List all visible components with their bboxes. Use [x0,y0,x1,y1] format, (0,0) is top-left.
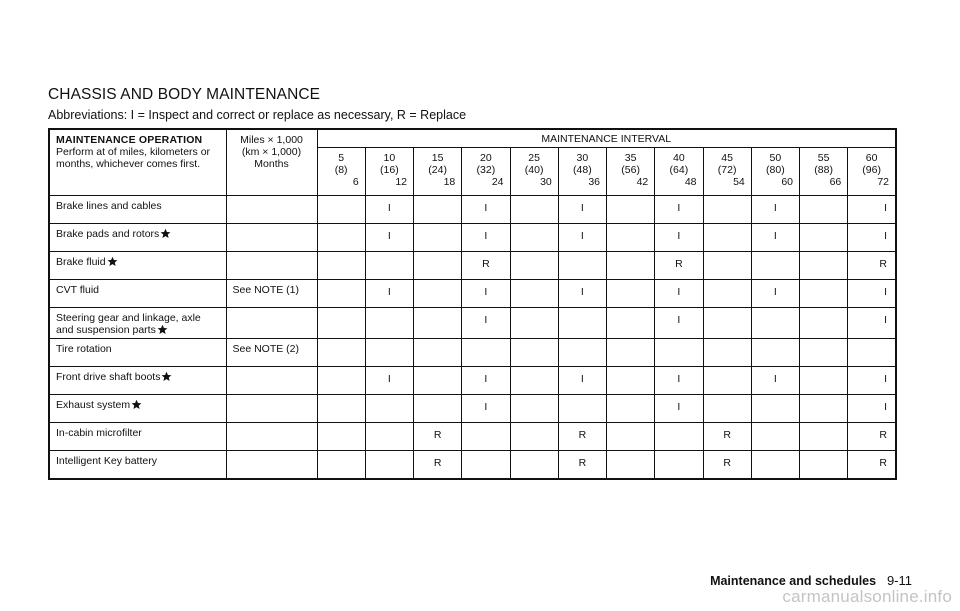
interval-miles: 50 [769,152,782,164]
interval-header: MAINTENANCE INTERVAL [317,129,896,148]
interval-cell [510,252,558,280]
interval-cell [751,252,799,280]
interval-cell: R [558,451,606,480]
page-number: 9-11 [886,573,912,588]
interval-column-header [848,148,896,196]
interval-miles: 15 [431,152,444,164]
star-icon [131,399,142,410]
interval-cell [414,196,462,224]
miles-header-line-2: (km × 1,000) [241,146,302,158]
interval-cell [655,423,703,451]
interval-miles: 45 [721,152,733,164]
interval-cell [510,339,558,367]
interval-cell [414,252,462,280]
interval-cell [703,280,751,308]
interval-cell [317,224,365,252]
footer-section: Maintenance and schedules [710,574,877,588]
interval-column-header [558,148,606,196]
interval-cell: R [848,423,896,451]
interval-cell [607,451,655,480]
interval-cell: I [655,196,703,224]
interval-cell [317,308,365,339]
interval-cell [414,367,462,395]
interval-column-header [317,148,365,196]
interval-cell: I [655,280,703,308]
interval-column-header [414,148,462,196]
interval-cell [510,395,558,423]
interval-cell: R [848,451,896,480]
interval-cell [703,339,751,367]
interval-cell [462,423,510,451]
interval-miles: 5 [338,152,345,164]
interval-column-header [703,148,751,196]
interval-months: 12 [395,176,407,188]
interval-cell [510,224,558,252]
interval-cell [317,280,365,308]
operation-name: CVT fluid [56,284,99,296]
interval-cell [510,280,558,308]
interval-cell [655,339,703,367]
interval-column-header [751,148,799,196]
interval-months: 54 [733,176,745,188]
interval-cell: I [848,395,896,423]
interval-cell [462,339,510,367]
interval-cell [751,451,799,480]
maintenance-table [48,128,897,480]
operation-name: Tire rotation [56,343,112,355]
interval-km: (24) [428,164,447,176]
interval-cell: I [848,367,896,395]
operation-name-cell [49,451,226,480]
interval-cell [365,395,413,423]
interval-cell [751,395,799,423]
interval-km: (96) [862,164,881,176]
interval-cell [510,423,558,451]
interval-cell: I [558,367,606,395]
interval-months: 36 [588,176,600,188]
interval-cell: I [462,280,510,308]
interval-cell [800,395,848,423]
operation-note [226,196,317,224]
interval-cell: R [703,423,751,451]
operation-name-cell [49,339,226,367]
table-row [49,367,896,395]
interval-miles: 30 [576,152,589,164]
interval-cell [317,367,365,395]
interval-cell [317,252,365,280]
interval-column-header [510,148,558,196]
table-row [49,252,896,280]
star-icon [157,324,168,335]
interval-months: 18 [443,176,456,188]
interval-cell: R [703,451,751,480]
interval-km: (72) [717,164,737,176]
interval-cell [607,196,655,224]
interval-cell: I [558,196,606,224]
interval-miles: 25 [528,152,540,164]
interval-cell: I [365,280,413,308]
interval-cell: I [751,280,799,308]
interval-cell [800,339,848,367]
star-icon [107,256,118,267]
interval-cell [510,367,558,395]
interval-km: (32) [476,164,496,176]
watermark: carmanualsonline.info [782,587,952,606]
interval-cell: I [365,196,413,224]
interval-cell: I [848,308,896,339]
interval-cell: R [414,451,462,480]
operation-header-text: Perform at of miles, kilometers or months, whichever comes first. [56,146,211,170]
interval-cell [800,367,848,395]
interval-miles: 20 [480,152,492,164]
miles-header-line-3: Months [254,158,289,170]
interval-cell [607,395,655,423]
interval-cell [800,280,848,308]
interval-cell [558,252,606,280]
interval-months: 60 [781,176,793,188]
interval-cell: I [365,224,413,252]
operation-name-cell [49,196,226,224]
interval-cell [365,308,413,339]
operation-note [226,395,317,423]
operation-note [226,224,317,252]
star-icon [160,228,171,239]
interval-cell [558,339,606,367]
abbreviations-legend: Abbreviations: I = Inspect and correct or replace as necessary, R = Replace [48,108,467,122]
interval-column-header [365,148,413,196]
interval-cell [317,451,365,480]
interval-cell [365,339,413,367]
interval-cell: I [462,224,510,252]
interval-cell [800,423,848,451]
interval-cell [800,196,848,224]
interval-cell [607,339,655,367]
section-title: CHASSIS AND BODY MAINTENANCE [48,86,321,103]
interval-months: 42 [636,176,649,188]
interval-km: (64) [669,164,689,176]
interval-cell [607,252,655,280]
interval-cell [317,423,365,451]
interval-km: (88) [814,164,833,176]
interval-cell: R [414,423,462,451]
interval-cell [510,308,558,339]
operation-name-cell [49,224,226,252]
table-row [49,423,896,451]
interval-months: 30 [540,176,552,188]
interval-cell [558,308,606,339]
interval-months: 24 [491,176,504,188]
miles-header [226,129,317,196]
operation-header-title: MAINTENANCE OPERATION [56,134,203,146]
interval-cell: I [558,224,606,252]
interval-miles: 40 [673,152,685,164]
interval-cell [703,224,751,252]
interval-cell: I [848,196,896,224]
miles-header-line-1: Miles × 1,000 [240,134,303,146]
interval-cell: I [751,224,799,252]
interval-cell: I [655,395,703,423]
interval-cell [848,339,896,367]
operation-name: Brake pads and rotors [56,228,160,240]
interval-cell [607,280,655,308]
star-icon [161,371,172,382]
interval-column-header [462,148,510,196]
table-row [49,339,896,367]
interval-cell [317,395,365,423]
interval-cell [414,339,462,367]
interval-cell [703,367,751,395]
interval-cell: R [558,423,606,451]
interval-cell [414,224,462,252]
interval-cell [703,252,751,280]
interval-months: 72 [877,176,889,188]
interval-cell [510,196,558,224]
operation-name-cell [49,367,226,395]
interval-miles: 55 [817,152,830,164]
header-row-1 [49,129,896,148]
interval-miles: 35 [624,152,637,164]
table-row [49,451,896,480]
operation-name-cell [49,423,226,451]
interval-cell: I [462,308,510,339]
operation-note: See NOTE (1) [226,280,317,308]
table-row [49,196,896,224]
interval-cell: I [462,196,510,224]
interval-cell [607,367,655,395]
operation-note [226,451,317,480]
interval-cell: I [848,280,896,308]
interval-cell [800,451,848,480]
interval-cell: I [751,367,799,395]
interval-cell: I [655,367,703,395]
interval-cell [703,395,751,423]
interval-cell [317,196,365,224]
operation-name-cell [49,252,226,280]
interval-km: (16) [380,164,399,176]
operation-name-cell [49,395,226,423]
interval-column-header [607,148,655,196]
operation-note [226,252,317,280]
interval-cell [751,339,799,367]
interval-cell [365,423,413,451]
interval-cell [607,308,655,339]
interval-cell [462,451,510,480]
interval-cell [558,395,606,423]
interval-cell [800,224,848,252]
interval-cell [317,339,365,367]
operation-name: Front drive shaft boots [56,371,161,383]
interval-cell [414,280,462,308]
interval-cell [703,196,751,224]
interval-cell [607,224,655,252]
operation-name-cell [49,308,226,339]
operation-name: Intelligent Key battery [56,455,157,467]
interval-cell: I [462,395,510,423]
interval-months: 6 [352,176,359,188]
interval-cell: I [462,367,510,395]
operation-name: Exhaust system [56,399,131,411]
interval-cell: I [655,224,703,252]
interval-cell: R [462,252,510,280]
operation-name: In-cabin microfilter [56,427,142,439]
interval-cell: I [365,367,413,395]
operation-name-cell [49,280,226,308]
interval-km: (80) [766,164,785,176]
operation-header [49,129,226,196]
interval-cell [751,423,799,451]
table-row [49,308,896,339]
interval-km: (40) [524,164,544,176]
interval-cell: I [751,196,799,224]
interval-cell: I [848,224,896,252]
interval-cell [655,451,703,480]
interval-cell [800,252,848,280]
operation-name: Brake fluid [56,256,106,268]
interval-km: (56) [621,164,640,176]
operation-name: Brake lines and cables [56,200,162,212]
interval-cell [607,423,655,451]
interval-cell: R [848,252,896,280]
table-row [49,395,896,423]
interval-cell: I [558,280,606,308]
interval-km: (8) [334,164,348,176]
interval-miles: 10 [383,152,396,164]
table-row [49,224,896,252]
interval-cell [800,308,848,339]
interval-column-header [800,148,848,196]
operation-name: Steering gear and linkage, axle and suspension parts [56,312,201,336]
interval-cell [510,451,558,480]
interval-cell [703,308,751,339]
operation-note [226,308,317,339]
interval-miles: 60 [865,152,878,164]
table-row [49,280,896,308]
interval-months: 66 [829,176,842,188]
interval-cell [365,451,413,480]
interval-cell [414,395,462,423]
interval-cell [751,308,799,339]
interval-cell [365,252,413,280]
interval-months: 48 [684,176,697,188]
operation-note [226,423,317,451]
interval-cell: R [655,252,703,280]
interval-cell: I [655,308,703,339]
operation-note: See NOTE (2) [226,339,317,367]
interval-cell [414,308,462,339]
page-footer [710,573,912,588]
interval-km: (48) [573,164,592,176]
operation-note [226,367,317,395]
interval-column-header [655,148,703,196]
